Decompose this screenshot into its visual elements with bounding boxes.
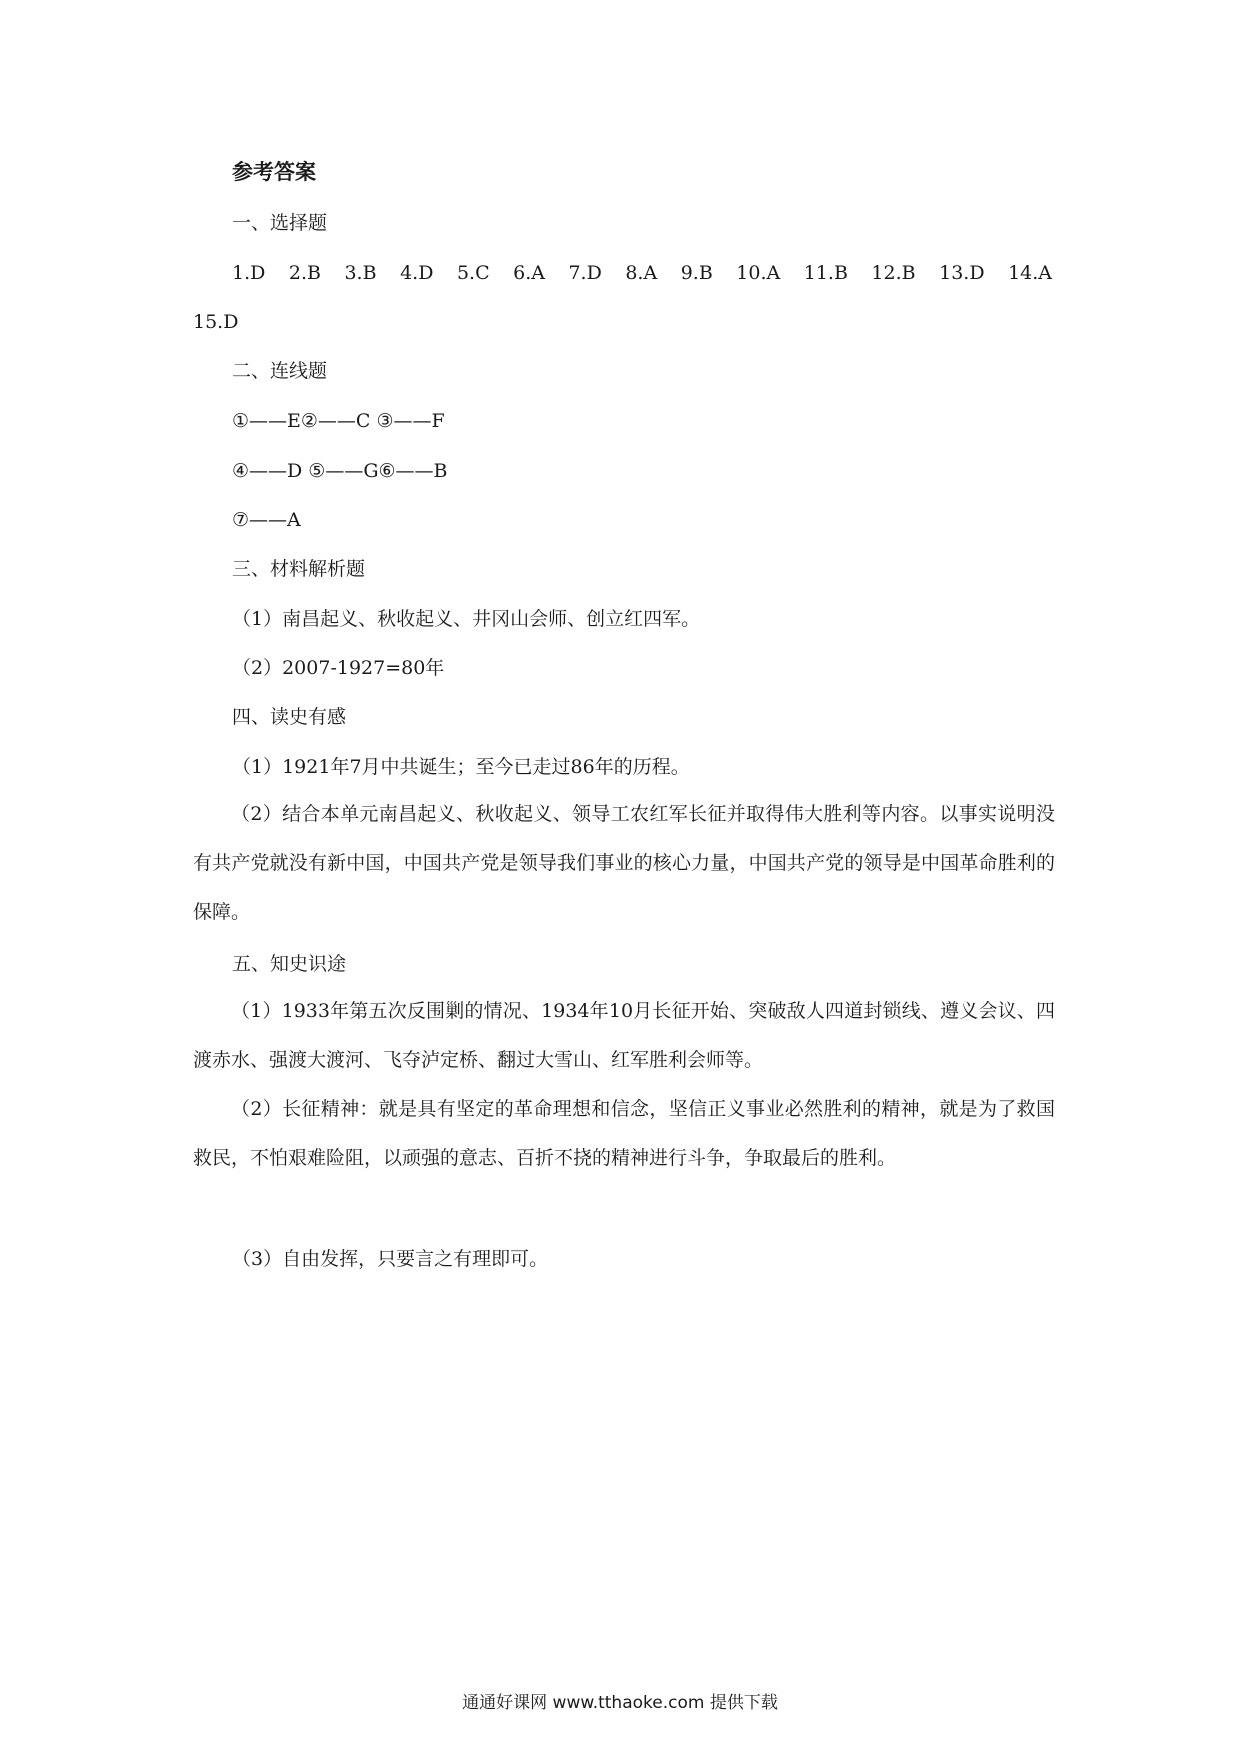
material-answer-2: （2）2007-1927=80年: [232, 657, 445, 679]
answer-item: 9.B: [680, 262, 713, 284]
section-heading-matching: 二、连线题: [232, 360, 328, 382]
answer-item: 12.B: [871, 262, 916, 284]
knowledge-answer-2: （2）长征精神：就是具有坚定的革命理想和信念，坚信正义事业必然胜利的精神，就是为了救国救民，不怕艰难险阻，以顽强的意志、百折不挠的精神进行斗争，争取最后的胜利。: [193, 1098, 1055, 1169]
answer-item: 14.A: [1008, 262, 1052, 284]
matching-line: ④——D ⑤——G⑥——B: [232, 460, 448, 482]
answer-item: 13.D: [939, 262, 985, 284]
answer-item: 10.A: [736, 262, 781, 284]
reflection-answer-2: （2）结合本单元南昌起义、秋收起义、领导工农红军长征并取得伟大胜利等内容。以事实说明没有共产党就没有新中国，中国共产党是领导我们事业的核心力量，中国共产党的领导是中国革命胜利的保障。: [193, 803, 1055, 923]
choice-answers-row: [232, 260, 1052, 290]
section-heading-reflection: 四、读史有感: [232, 706, 347, 728]
answer-item: 6.A: [513, 262, 545, 284]
section-heading-knowledge: 五、知史识途: [232, 953, 347, 975]
material-answer-1: （1）南昌起义、秋收起义、井冈山会师、创立红四军。: [232, 608, 701, 630]
page-footer: 通通好课网 www.tthaoke.com 提供下载: [462, 1693, 778, 1713]
answer-item: 3.B: [344, 262, 377, 284]
matching-line: ⑦——A: [232, 509, 301, 531]
answer-item: 4.D: [400, 262, 434, 284]
page-title: 参考答案: [232, 159, 316, 184]
knowledge-answer-3: （3）自由发挥，只要言之有理即可。: [232, 1248, 549, 1270]
section-heading-material: 三、材料解析题: [232, 558, 366, 580]
answer-item-overflow: 15.D: [193, 311, 239, 333]
answer-item: 5.C: [456, 262, 490, 284]
answer-item: 2.B: [288, 262, 321, 284]
matching-line: ①——E②——C ③——F: [232, 410, 445, 432]
section-heading-choice: 一、选择题: [232, 212, 328, 234]
answer-item: 1.D: [232, 262, 266, 284]
answer-item: 7.D: [568, 262, 602, 284]
knowledge-answer-1: （1）1933年第五次反围剿的情况、1934年10月长征开始、突破敌人四道封锁线、遵义会议、四渡赤水、强渡大渡河、飞夺泸定桥、翻过大雪山、红军胜利会师等。: [193, 1000, 1055, 1071]
answer-item: 11.B: [803, 262, 848, 284]
answer-item: 8.A: [625, 262, 658, 284]
reflection-answer-1: （1）1921年7月中共诞生；至今已走过86年的历程。: [232, 756, 690, 778]
